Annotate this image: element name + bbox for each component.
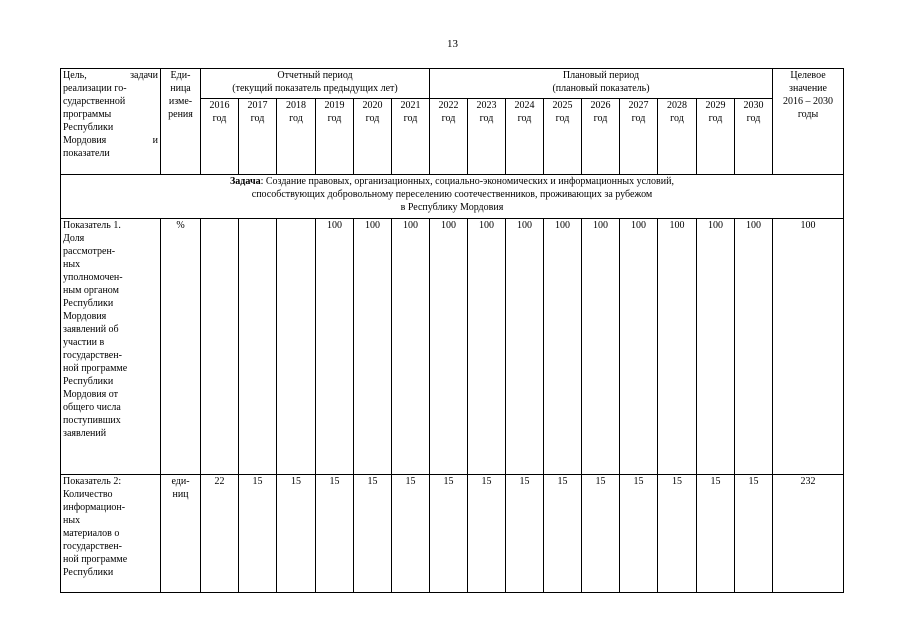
year-header: 2020 год <box>354 99 392 175</box>
value-cell <box>239 219 277 475</box>
value-cell <box>277 219 316 475</box>
year-header: 2023 год <box>468 99 506 175</box>
value-cell <box>201 219 239 475</box>
value-cell: 100 <box>316 219 354 475</box>
year-header: 2027 год <box>620 99 658 175</box>
value-cell: 100 <box>468 219 506 475</box>
target-value: 232 <box>773 475 844 593</box>
value-cell: 22 <box>201 475 239 593</box>
page-number: 13 <box>447 38 458 50</box>
value-cell: 100 <box>658 219 697 475</box>
value-cell: 15 <box>620 475 658 593</box>
value-cell: 15 <box>277 475 316 593</box>
value-cell: 15 <box>697 475 735 593</box>
value-cell: 15 <box>430 475 468 593</box>
value-cell: 100 <box>620 219 658 475</box>
year-header: 2018 год <box>277 99 316 175</box>
year-header: 2029 год <box>697 99 735 175</box>
year-header: 2016 год <box>201 99 239 175</box>
task-row: Задача: Создание правовых, организационных, социально-экономических и информационных условий, способствующих добровольному переселению соотечественников, проживающих за рубежом в Республику Мордовия <box>61 175 844 219</box>
indicator-unit: % <box>161 219 201 475</box>
value-cell: 15 <box>658 475 697 593</box>
value-cell: 100 <box>354 219 392 475</box>
value-cell: 15 <box>392 475 430 593</box>
value-cell: 15 <box>354 475 392 593</box>
target-value: 100 <box>773 219 844 475</box>
indicator-name: Показатель 2: Количество информацион- ных материалов о государствен- ной программе Республики <box>61 475 161 593</box>
value-cell: 100 <box>697 219 735 475</box>
indicator-unit: еди- ниц <box>161 475 201 593</box>
value-cell: 15 <box>582 475 620 593</box>
year-header: 2025 год <box>544 99 582 175</box>
value-cell: 15 <box>316 475 354 593</box>
table-row <box>61 475 844 593</box>
value-cell: 100 <box>506 219 544 475</box>
year-header: 2021 год <box>392 99 430 175</box>
year-header: 2030 год <box>735 99 773 175</box>
year-header: 2019 год <box>316 99 354 175</box>
value-cell: 100 <box>582 219 620 475</box>
indicator-name: Показатель 1. Доля рассмотрен- ных уполномочен- ным органом Республики Мордовия заявлений об участии в государствен- ной программе Республики Мордовия от общего числа поступивших заявлений <box>61 219 161 475</box>
value-cell: 100 <box>430 219 468 475</box>
value-cell: 100 <box>544 219 582 475</box>
year-header: 2024 год <box>506 99 544 175</box>
header-plan-period: Плановый период (плановый показатель) <box>430 69 773 99</box>
header-goal-cell: Цель, задачи реализации го- сударственной программы Республики Мордовия и показатели <box>61 69 161 175</box>
value-cell: 100 <box>392 219 430 475</box>
year-header: 2026 год <box>582 99 620 175</box>
value-cell: 15 <box>239 475 277 593</box>
table-row <box>61 219 844 475</box>
value-cell: 100 <box>735 219 773 475</box>
header-unit-cell: Еди- ница изме- рения <box>161 69 201 175</box>
value-cell: 15 <box>506 475 544 593</box>
header-target-cell: Целевое значение 2016 – 2030 годы <box>773 69 844 175</box>
year-header: 2028 год <box>658 99 697 175</box>
header-report-period: Отчетный период (текущий показатель предыдущих лет) <box>201 69 430 99</box>
value-cell: 15 <box>544 475 582 593</box>
year-header: 2022 год <box>430 99 468 175</box>
year-header: 2017 год <box>239 99 277 175</box>
indicators-table <box>60 68 844 593</box>
value-cell: 15 <box>735 475 773 593</box>
value-cell: 15 <box>468 475 506 593</box>
